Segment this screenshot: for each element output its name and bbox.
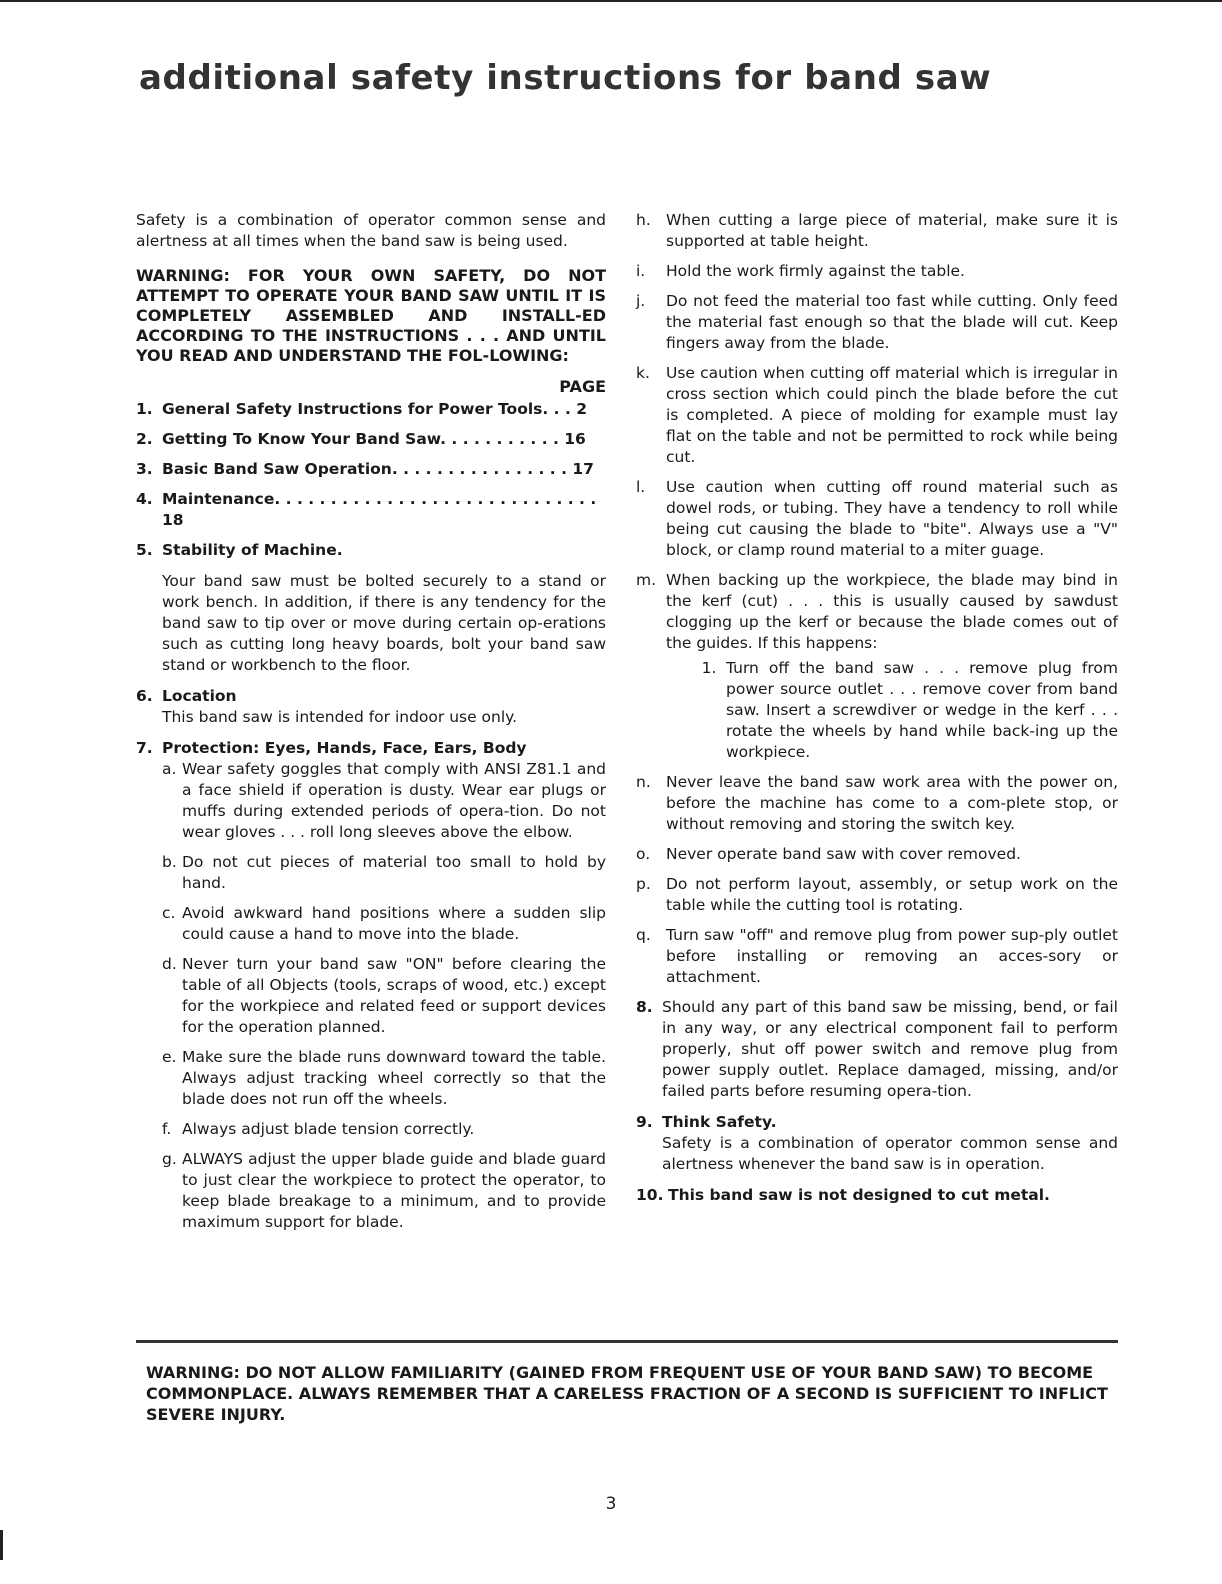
list-item	[162, 852, 606, 894]
item-text: ALWAYS adjust the upper blade guide and blade guard to just clear the workpiece to protect the operator, to keep blade breakage to a minimum, and to provide maximum support for blade.	[182, 1150, 606, 1231]
page-title: additional safety instructions for band saw	[139, 58, 992, 98]
item-text: Do not feed the material too fast while cutting. Only feed the material fast enough so that the blade will cut. Keep fingers away from the blade.	[666, 292, 1118, 352]
scan-edge-mark	[0, 1530, 3, 1560]
item-text: Use caution when cutting off round material such as dowel rods, or tubing. They have a tendency to roll while being cut causing the blade to "bite". Always use a "V" block, or clamp round material to a miter guage.	[666, 478, 1118, 559]
list-item	[636, 570, 1118, 654]
item-text: Never turn your band saw "ON" before clearing the table of all Objects (tools, scraps of wood, etc.) except for the workpiece and related feed or support devices for the operation planned.	[182, 955, 606, 1036]
section-number: 10.	[636, 1186, 664, 1204]
item-text: Make sure the blade runs downward toward the table. Always adjust tracking wheel correctly so that the blade does not run off the wheels.	[182, 1048, 606, 1108]
item-letter: p.	[636, 875, 651, 893]
toc-number: 1.	[136, 400, 153, 418]
item-text: Do not perform layout, assembly, or setup work on the table while the cutting tool is rotating.	[666, 875, 1118, 914]
item-letter: b.	[162, 853, 177, 871]
item-text: Never operate band saw with cover removed.	[666, 845, 1021, 863]
list-item	[636, 772, 1118, 835]
list-item	[636, 291, 1118, 354]
toc-text: Maintenance. . . . . . . . . . . . . . . . . . . . . . . . . . . . . 18	[162, 490, 597, 529]
list-item	[636, 210, 1118, 252]
section-stability	[136, 540, 606, 676]
section-number: 8.	[636, 998, 653, 1016]
section-number: 6.	[136, 687, 153, 705]
item-letter: d.	[162, 955, 177, 973]
item-text: Turn saw "off" and remove plug from power sup-ply outlet before installing or removing an acces-sory or attachment.	[666, 926, 1118, 986]
item-letter: n.	[636, 773, 651, 791]
item-letter: a.	[162, 760, 177, 778]
assembly-warning: WARNING: FOR YOUR OWN SAFETY, DO NOT ATTEMPT TO OPERATE YOUR BAND SAW UNTIL IT IS COMPLETELY ASSEMBLED AND INSTALL-ED ACCORDING TO THE INSTRUCTIONS . . . AND UNTIL YOU READ AND UNDERSTAND THE FOL-LOWING:	[136, 266, 606, 365]
section-heading: Think Safety.	[662, 1113, 777, 1131]
toc-entry-getting-to-know	[136, 429, 606, 450]
top-border-line	[0, 0, 1222, 2]
item-letter: i.	[636, 262, 646, 280]
item-text: Use caution when cutting off material which is irregular in cross section which could pinch the blade before the cut is completed. A piece of molding for example must lay flat on the table and not be permitted to rock while being cut.	[666, 364, 1118, 466]
list-item	[636, 363, 1118, 468]
list-item	[636, 874, 1118, 916]
toc-number: 2.	[136, 430, 153, 448]
item-letter: e.	[162, 1048, 177, 1066]
familiarity-warning: WARNING: DO NOT ALLOW FAMILIARITY (GAINED FROM FREQUENT USE OF YOUR BAND SAW) TO BECOME COMMONPLACE. ALWAYS REMEMBER THAT A CARELESS FRACTION OF A SECOND IS SUFFICIENT TO INFLICT SEVERE INJURY.	[146, 1363, 1108, 1424]
section-think-safety	[636, 1112, 1118, 1175]
item-letter: h.	[636, 211, 651, 229]
toc-entry-basic-operation	[136, 459, 606, 480]
item-letter: j.	[636, 292, 646, 310]
item-text: Always adjust blade tension correctly.	[182, 1120, 475, 1138]
item-letter: o.	[636, 845, 651, 863]
section-number: 5.	[136, 541, 153, 559]
horizontal-rule	[136, 1340, 1118, 1343]
toc-number: 3.	[136, 460, 153, 478]
left-column	[136, 210, 606, 1252]
item-text: Never leave the band saw work area with the power on, before the machine has come to a com-plete stop, or without removing and storing the switch key.	[666, 773, 1118, 833]
item-letter: q.	[636, 926, 651, 944]
section-number: 9.	[636, 1113, 653, 1131]
section-body: Should any part of this band saw be missing, bend, or fail in any way, or any electrical component fail to perform properly, shut off power switch and remove plug from power supply outlet. Replace damaged, missing, and/or failed parts before resuming opera-tion.	[662, 998, 1118, 1100]
sub-item-number: 1.	[701, 659, 717, 677]
item-text: When backing up the workpiece, the blade may bind in the kerf (cut) . . . this is usually caused by sawdust clogging up the kerf or because the blade comes out of the guides. If this happens:	[666, 571, 1118, 652]
section-not-for-metal	[636, 1185, 1118, 1206]
right-column	[636, 210, 1118, 1216]
section-location	[136, 686, 606, 728]
section-missing-parts	[636, 997, 1118, 1102]
section-heading: Stability of Machine.	[162, 541, 343, 559]
section-heading: Location	[162, 687, 237, 705]
list-item	[636, 925, 1118, 988]
sub-list-item	[636, 658, 1118, 763]
list-item	[162, 903, 606, 945]
toc-number: 4.	[136, 490, 153, 508]
toc-text: Getting To Know Your Band Saw. . . . . . . . . . . 16	[162, 430, 586, 448]
item-letter: g.	[162, 1150, 177, 1168]
intro-paragraph: Safety is a combination of operator common sense and alertness at all times when the band saw is being used.	[136, 211, 606, 250]
item-letter: m.	[636, 571, 657, 589]
list-item	[162, 759, 606, 843]
list-item	[162, 954, 606, 1038]
item-letter: k.	[636, 364, 650, 382]
item-letter: f.	[162, 1120, 172, 1138]
section-number: 7.	[136, 739, 153, 757]
section-body: Your band saw must be bolted securely to a stand or work bench. In addition, if there is any tendency for the band saw to tip over or move during certain op-erations such as cutting long heavy boards, bolt your band saw stand or workbench to the floor.	[162, 572, 606, 674]
sub-item-text: Turn off the band saw . . . remove plug from power source outlet . . . remove cover from band saw. Insert a screwdiver or wedge in the kerf . . . rotate the wheels by hand while back-ing up the workpiece.	[726, 659, 1118, 761]
toc-entry-general-safety	[136, 399, 606, 420]
toc-text: Basic Band Saw Operation. . . . . . . . . . . . . . . . 17	[162, 460, 594, 478]
item-text: Avoid awkward hand positions where a sudden slip could cause a hand to move into the blade.	[182, 904, 606, 943]
toc-page-header: PAGE	[559, 377, 606, 396]
item-text: Do not cut pieces of material too small to hold by hand.	[182, 853, 606, 892]
item-letter: c.	[162, 904, 176, 922]
page-number: 3	[605, 1494, 617, 1514]
section-body: Safety is a combination of operator common sense and alertness whenever the band saw is in operation.	[662, 1134, 1118, 1173]
item-text: Wear safety goggles that comply with ANSI Z81.1 and a face shield if operation is dusty. Wear ear plugs or muffs during extended periods of opera-tion. Do not wear gloves . . . roll long sleeves above the elbow.	[182, 760, 606, 841]
list-item	[636, 844, 1118, 865]
list-item	[162, 1047, 606, 1110]
section-body: This band saw is intended for indoor use only.	[162, 708, 518, 726]
list-item	[162, 1119, 606, 1140]
section-heading: Protection: Eyes, Hands, Face, Ears, Body	[162, 739, 527, 757]
item-letter: l.	[636, 478, 646, 496]
item-text: When cutting a large piece of material, make sure it is supported at table height.	[666, 211, 1118, 250]
section-protection	[136, 738, 606, 1242]
section-body: This band saw is not designed to cut metal.	[668, 1186, 1050, 1204]
toc-entry-maintenance	[136, 489, 606, 531]
list-item	[162, 1149, 606, 1233]
item-text: Hold the work firmly against the table.	[666, 262, 965, 280]
toc-text: General Safety Instructions for Power Tools. . . 2	[162, 400, 588, 418]
list-item	[636, 477, 1118, 561]
list-item	[636, 261, 1118, 282]
